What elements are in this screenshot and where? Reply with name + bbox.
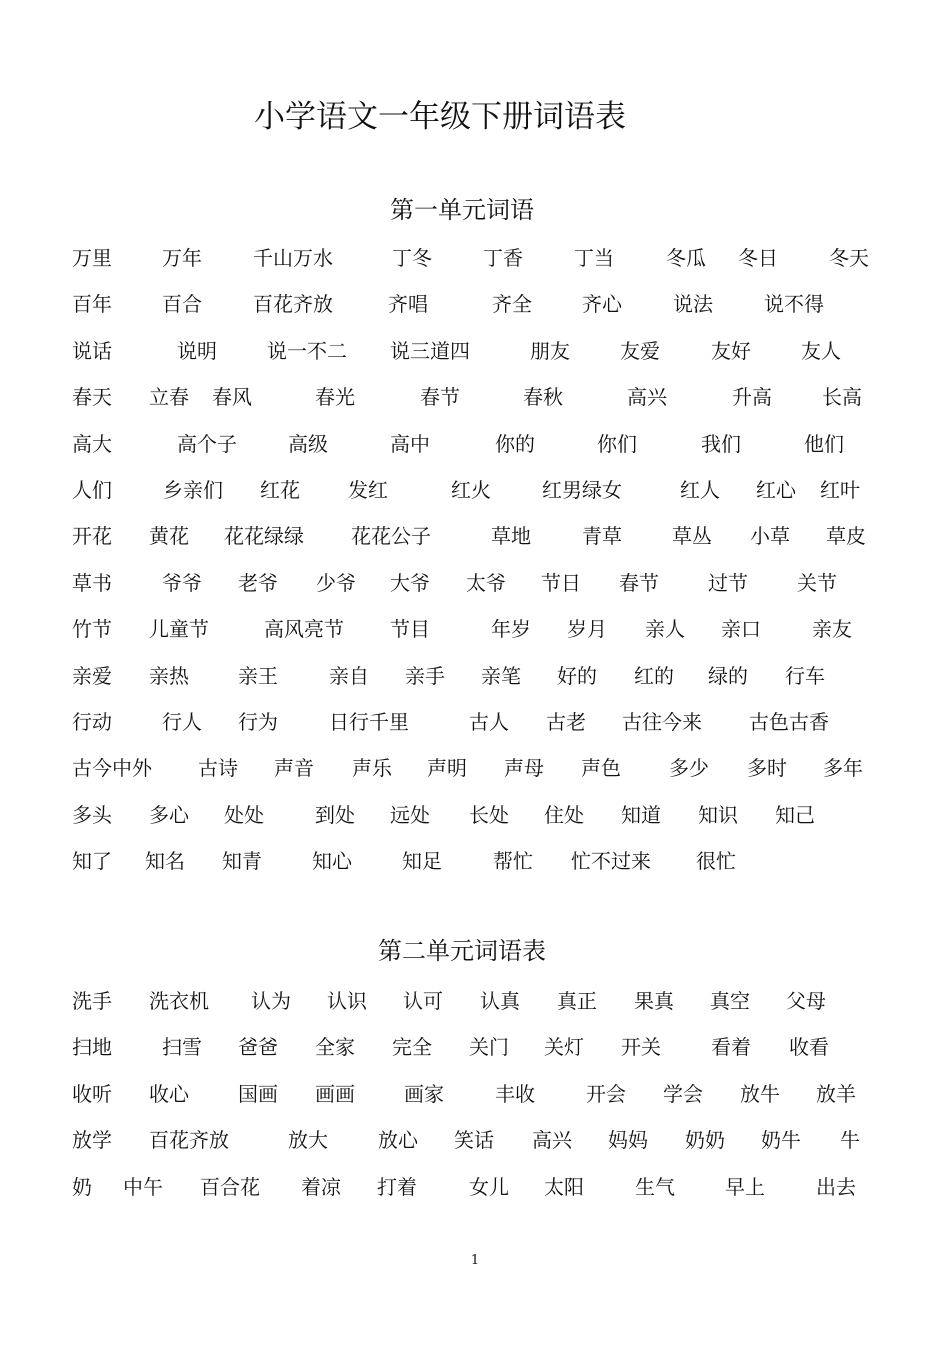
vocabulary-word: 节日 <box>541 570 581 595</box>
word-row <box>72 241 872 287</box>
vocabulary-word: 收看 <box>789 1035 829 1060</box>
vocabulary-word: 收心 <box>149 1081 189 1106</box>
vocabulary-word: 行动 <box>72 709 112 734</box>
vocabulary-word: 草丛 <box>672 524 712 549</box>
vocabulary-word: 声音 <box>274 756 314 781</box>
vocabulary-word: 奶奶 <box>685 1128 725 1153</box>
vocabulary-word: 古诗 <box>198 756 238 781</box>
vocabulary-word: 爷爷 <box>162 570 202 595</box>
vocabulary-word: 说法 <box>673 292 713 317</box>
vocabulary-word: 放羊 <box>816 1081 856 1106</box>
vocabulary-word: 千山万水 <box>253 246 333 270</box>
vocabulary-word: 到处 <box>315 802 355 827</box>
vocabulary-word: 友人 <box>801 338 841 363</box>
vocabulary-word: 放心 <box>378 1128 418 1153</box>
vocabulary-word: 说话 <box>72 338 112 363</box>
vocabulary-word: 人们 <box>72 477 112 502</box>
vocabulary-word: 笑话 <box>454 1128 494 1153</box>
vocabulary-word: 多心 <box>149 802 189 827</box>
vocabulary-word: 草地 <box>491 524 531 549</box>
vocabulary-word: 知识 <box>698 802 738 827</box>
vocabulary-word: 女儿 <box>469 1174 509 1199</box>
vocabulary-word: 放学 <box>72 1128 112 1153</box>
vocabulary-word: 红人 <box>680 477 720 502</box>
vocabulary-word: 声母 <box>504 756 544 781</box>
page-number: 1 <box>470 1253 480 1268</box>
vocabulary-word: 长高 <box>822 385 862 410</box>
vocabulary-word: 洗手 <box>72 989 112 1013</box>
vocabulary-word: 过节 <box>708 570 748 595</box>
vocabulary-word: 行车 <box>785 663 825 688</box>
word-row <box>72 844 872 890</box>
vocabulary-word: 知道 <box>621 802 661 827</box>
page-title: 小学语文一年级下册词语表 <box>254 99 626 135</box>
vocabulary-word: 高兴 <box>627 385 667 410</box>
vocabulary-word: 冬瓜 <box>666 246 706 270</box>
vocabulary-word: 太阳 <box>544 1174 584 1199</box>
vocabulary-word: 高大 <box>72 431 112 456</box>
vocabulary-word: 青草 <box>582 524 622 549</box>
vocabulary-word: 放牛 <box>740 1081 780 1106</box>
vocabulary-word: 国画 <box>238 1081 278 1106</box>
word-row <box>72 1123 872 1169</box>
vocabulary-word: 百合 <box>162 292 202 317</box>
vocabulary-word: 声色 <box>581 756 621 781</box>
word-row <box>72 984 872 1030</box>
vocabulary-word: 岁月 <box>567 617 607 642</box>
vocabulary-word: 红男绿女 <box>542 477 622 502</box>
vocabulary-word: 少爷 <box>316 570 356 595</box>
vocabulary-word: 百年 <box>72 292 112 317</box>
vocabulary-word: 说明 <box>177 338 217 363</box>
vocabulary-word: 关门 <box>469 1035 509 1060</box>
vocabulary-word: 着凉 <box>301 1174 341 1199</box>
word-row <box>72 427 872 473</box>
vocabulary-word: 收听 <box>72 1081 112 1106</box>
vocabulary-word: 红火 <box>451 477 491 502</box>
vocabulary-word: 春风 <box>212 385 252 410</box>
word-row <box>72 659 872 705</box>
word-row <box>72 612 872 658</box>
vocabulary-word: 画画 <box>315 1081 355 1106</box>
vocabulary-word: 红的 <box>634 663 674 688</box>
vocabulary-word: 春秋 <box>523 385 563 410</box>
vocabulary-word: 冬天 <box>829 246 869 270</box>
vocabulary-word: 你的 <box>495 431 535 456</box>
vocabulary-word: 出去 <box>816 1174 856 1199</box>
vocabulary-word: 春节 <box>619 570 659 595</box>
vocabulary-word: 竹节 <box>72 617 112 642</box>
vocabulary-word: 长处 <box>469 802 509 827</box>
vocabulary-word: 声乐 <box>352 756 392 781</box>
vocabulary-word: 知名 <box>145 849 185 874</box>
vocabulary-word: 中午 <box>123 1174 163 1199</box>
vocabulary-word: 古人 <box>469 709 509 734</box>
vocabulary-word: 开花 <box>72 524 112 549</box>
vocabulary-word: 高中 <box>390 431 430 456</box>
vocabulary-word: 声明 <box>427 756 467 781</box>
vocabulary-word: 高风亮节 <box>264 617 344 642</box>
vocabulary-word: 春光 <box>315 385 355 410</box>
vocabulary-word: 开会 <box>586 1081 626 1106</box>
vocabulary-word: 亲王 <box>238 663 278 688</box>
vocabulary-word: 立春 <box>149 385 189 410</box>
vocabulary-word: 行人 <box>162 709 202 734</box>
vocabulary-word: 我们 <box>701 431 741 456</box>
vocabulary-word: 春天 <box>72 385 112 410</box>
vocabulary-word: 亲笔 <box>481 663 521 688</box>
vocabulary-word: 冬日 <box>738 246 778 270</box>
vocabulary-word: 万年 <box>162 246 202 270</box>
word-row <box>72 287 872 333</box>
vocabulary-word: 认可 <box>403 989 443 1013</box>
word-row <box>72 519 872 565</box>
vocabulary-word: 红叶 <box>820 477 860 502</box>
vocabulary-word: 朋友 <box>530 338 570 363</box>
vocabulary-word: 花花公子 <box>351 524 431 549</box>
vocabulary-word: 好的 <box>557 663 597 688</box>
vocabulary-word: 行为 <box>238 709 278 734</box>
vocabulary-word: 知青 <box>222 849 262 874</box>
vocabulary-word: 红心 <box>756 477 796 502</box>
vocabulary-word: 小草 <box>750 524 790 549</box>
vocabulary-word: 升高 <box>732 385 772 410</box>
word-row <box>72 380 872 426</box>
vocabulary-word: 认为 <box>251 989 291 1013</box>
vocabulary-word: 知己 <box>775 802 815 827</box>
vocabulary-word: 说不得 <box>764 292 824 317</box>
vocabulary-word: 放大 <box>288 1128 328 1153</box>
vocabulary-word: 远处 <box>390 802 430 827</box>
vocabulary-word: 齐全 <box>492 292 532 317</box>
vocabulary-word: 你们 <box>597 431 637 456</box>
vocabulary-word: 住处 <box>544 802 584 827</box>
vocabulary-word: 关节 <box>797 570 837 595</box>
vocabulary-word: 关灯 <box>544 1035 584 1060</box>
word-row <box>72 566 872 612</box>
vocabulary-word: 真正 <box>557 989 597 1013</box>
vocabulary-word: 扫地 <box>72 1035 112 1060</box>
vocabulary-word: 父母 <box>786 989 826 1013</box>
vocabulary-word: 很忙 <box>696 849 736 874</box>
vocabulary-word: 绿的 <box>708 663 748 688</box>
vocabulary-word: 节目 <box>390 617 430 642</box>
word-row <box>72 1170 872 1216</box>
vocabulary-word: 大爷 <box>390 570 430 595</box>
vocabulary-word: 老爷 <box>238 570 278 595</box>
vocabulary-word: 认真 <box>480 989 520 1013</box>
vocabulary-word: 太爷 <box>466 570 506 595</box>
unit-2-word-list <box>72 984 872 1216</box>
vocabulary-word: 友好 <box>711 338 751 363</box>
vocabulary-word: 日行千里 <box>329 709 409 734</box>
vocabulary-word: 他们 <box>804 431 844 456</box>
vocabulary-word: 知足 <box>402 849 442 874</box>
vocabulary-word: 知了 <box>72 849 112 874</box>
word-row <box>72 334 872 380</box>
vocabulary-word: 洗衣机 <box>149 989 209 1013</box>
vocabulary-word: 爸爸 <box>238 1035 278 1060</box>
vocabulary-word: 看着 <box>711 1035 751 1060</box>
vocabulary-word: 全家 <box>315 1035 355 1060</box>
vocabulary-word: 齐心 <box>582 292 622 317</box>
vocabulary-word: 亲自 <box>329 663 369 688</box>
vocabulary-word: 百花齐放 <box>253 292 333 317</box>
vocabulary-word: 发红 <box>348 477 388 502</box>
vocabulary-word: 说三道四 <box>390 338 470 363</box>
vocabulary-word: 多头 <box>72 802 112 827</box>
vocabulary-word: 友爱 <box>620 338 660 363</box>
vocabulary-word: 丁香 <box>483 246 523 270</box>
vocabulary-word: 草书 <box>72 570 112 595</box>
vocabulary-word: 高级 <box>288 431 328 456</box>
vocabulary-word: 亲友 <box>812 617 852 642</box>
vocabulary-word: 古往今来 <box>622 709 702 734</box>
vocabulary-word: 丰收 <box>495 1081 535 1106</box>
unit-1-title: 第一单元词语 <box>390 196 534 224</box>
vocabulary-word: 花花绿绿 <box>224 524 304 549</box>
vocabulary-word: 开关 <box>621 1035 661 1060</box>
vocabulary-word: 多年 <box>823 756 863 781</box>
vocabulary-word: 儿童节 <box>149 617 209 642</box>
vocabulary-word: 认识 <box>327 989 367 1013</box>
vocabulary-word: 扫雪 <box>162 1035 202 1060</box>
vocabulary-word: 果真 <box>634 989 674 1013</box>
word-row <box>72 751 872 797</box>
vocabulary-word: 忙不过来 <box>571 849 651 874</box>
vocabulary-word: 说一不二 <box>267 338 347 363</box>
vocabulary-word: 早上 <box>725 1174 765 1199</box>
vocabulary-word: 妈妈 <box>608 1128 648 1153</box>
vocabulary-word: 黄花 <box>149 524 189 549</box>
vocabulary-word: 牛 <box>840 1128 860 1153</box>
vocabulary-word: 高兴 <box>532 1128 572 1153</box>
vocabulary-word: 古老 <box>546 709 586 734</box>
word-row <box>72 798 872 844</box>
vocabulary-word: 古色古香 <box>749 709 829 734</box>
word-row <box>72 1030 872 1076</box>
vocabulary-word: 亲热 <box>149 663 189 688</box>
vocabulary-word: 丁冬 <box>392 246 432 270</box>
vocabulary-word: 完全 <box>392 1035 432 1060</box>
unit-2-title: 第二单元词语表 <box>378 937 546 965</box>
vocabulary-word: 万里 <box>72 246 112 270</box>
vocabulary-word: 亲人 <box>645 617 685 642</box>
vocabulary-word: 打着 <box>377 1174 417 1199</box>
vocabulary-word: 年岁 <box>491 617 531 642</box>
vocabulary-word: 乡亲们 <box>163 477 223 502</box>
unit-1-word-list <box>72 241 872 890</box>
vocabulary-word: 知心 <box>312 849 352 874</box>
vocabulary-word: 画家 <box>404 1081 444 1106</box>
vocabulary-word: 草皮 <box>826 524 866 549</box>
vocabulary-word: 丁当 <box>574 246 614 270</box>
word-row <box>72 473 872 519</box>
vocabulary-word: 真空 <box>710 989 750 1013</box>
vocabulary-word: 奶 <box>72 1174 92 1199</box>
vocabulary-word: 亲口 <box>721 617 761 642</box>
vocabulary-word: 多少 <box>669 756 709 781</box>
vocabulary-word: 处处 <box>224 802 264 827</box>
word-row <box>72 705 872 751</box>
vocabulary-word: 奶牛 <box>761 1128 801 1153</box>
vocabulary-word: 生气 <box>635 1174 675 1199</box>
vocabulary-word: 春节 <box>420 385 460 410</box>
word-row <box>72 1077 872 1123</box>
vocabulary-word: 亲手 <box>405 663 445 688</box>
vocabulary-word: 多时 <box>747 756 787 781</box>
vocabulary-word: 学会 <box>663 1081 703 1106</box>
vocabulary-word: 齐唱 <box>388 292 428 317</box>
vocabulary-word: 高个子 <box>177 431 237 456</box>
vocabulary-word: 亲爱 <box>72 663 112 688</box>
vocabulary-word: 百花齐放 <box>149 1128 229 1153</box>
vocabulary-word: 百合花 <box>200 1174 260 1199</box>
vocabulary-word: 帮忙 <box>493 849 533 874</box>
vocabulary-word: 古今中外 <box>72 756 152 781</box>
vocabulary-word: 红花 <box>260 477 300 502</box>
